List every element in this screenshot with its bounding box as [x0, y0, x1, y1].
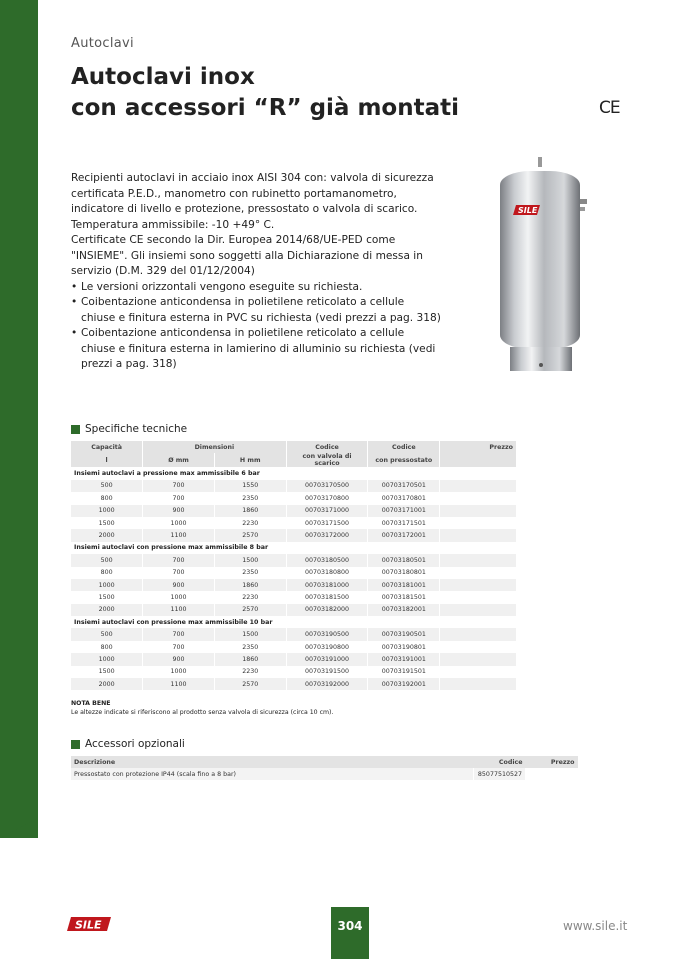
page-number: 304 — [331, 907, 369, 959]
cell-code-switch: 00703181501 — [368, 591, 440, 603]
acc-description: Pressostato con protezione IP44 (scala fino a 8 bar) — [71, 768, 474, 780]
cell-code-valve: 00703170800 — [286, 492, 368, 504]
cell-code-switch: 00703172001 — [368, 529, 440, 541]
table-row — [71, 529, 517, 541]
table-row — [71, 579, 517, 591]
cell-code-switch: 00703170501 — [368, 480, 440, 492]
product-description — [71, 171, 441, 373]
cell-code-valve: 00703180800 — [286, 567, 368, 579]
cell-diameter: 700 — [143, 628, 215, 640]
cell-diameter: 700 — [143, 641, 215, 653]
cell-code-valve: 00703171000 — [286, 505, 368, 517]
cell-price — [440, 604, 517, 616]
cell-capacity: 500 — [71, 554, 143, 566]
cell-diameter: 900 — [143, 579, 215, 591]
cell-diameter: 1000 — [143, 517, 215, 529]
cell-code-switch: 00703180501 — [368, 554, 440, 566]
cell-price — [440, 480, 517, 492]
spec-heading-text: Specifiche tecniche — [85, 423, 188, 435]
cell-code-switch: 00703190801 — [368, 641, 440, 653]
accessories-heading — [71, 738, 185, 750]
table-row — [71, 604, 517, 616]
header-capacity: Capacità — [71, 441, 143, 453]
group-label: Insiemi autoclavi con pressione max ammissibile 8 bar — [71, 542, 517, 554]
description-bullet: • Le versioni orizzontali vengono eseguite su richiesta. — [71, 280, 441, 296]
cell-diameter: 1000 — [143, 666, 215, 678]
cell-capacity: 2000 — [71, 529, 143, 541]
cell-capacity: 2000 — [71, 604, 143, 616]
cell-diameter: 700 — [143, 567, 215, 579]
header-dimensions: Dimensioni — [143, 441, 286, 453]
cell-height: 1860 — [214, 505, 286, 517]
cell-capacity: 500 — [71, 628, 143, 640]
nota-text: Le altezze indicate si riferiscono al prodotto senza valvola di sicurezza (circa 10 cm). — [71, 709, 334, 716]
cell-capacity: 500 — [71, 480, 143, 492]
header-price: Prezzo — [440, 441, 517, 453]
header-code: Codice — [286, 441, 368, 453]
table-row — [71, 641, 517, 653]
cell-code-valve: 00703182000 — [286, 604, 368, 616]
cell-code-valve: 00703191500 — [286, 666, 368, 678]
table-row — [71, 653, 517, 665]
cell-height: 2230 — [214, 517, 286, 529]
table-row — [71, 591, 517, 603]
cell-price — [440, 628, 517, 640]
cell-height: 2350 — [214, 567, 286, 579]
cell-diameter: 1100 — [143, 604, 215, 616]
table-row — [71, 768, 578, 780]
footer-logo-text: SILE — [75, 918, 102, 932]
cell-code-valve: 00703171500 — [286, 517, 368, 529]
cell-height: 2350 — [214, 492, 286, 504]
cell-capacity: 800 — [71, 567, 143, 579]
cell-price — [440, 653, 517, 665]
cell-diameter: 1100 — [143, 529, 215, 541]
cell-code-valve: 00703190800 — [286, 641, 368, 653]
side-green-bar-corner — [0, 818, 38, 838]
cell-price — [440, 554, 517, 566]
nota-bene — [71, 699, 333, 717]
cell-code-switch: 00703171501 — [368, 517, 440, 529]
accessories-table — [71, 756, 578, 780]
cell-code-switch: 00703170801 — [368, 492, 440, 504]
cell-code-switch: 00703190501 — [368, 628, 440, 640]
table-row — [71, 567, 517, 579]
cell-code-valve: 00703192000 — [286, 678, 368, 690]
cell-price — [440, 579, 517, 591]
autoclave-tank-image — [496, 155, 588, 375]
cell-diameter: 900 — [143, 505, 215, 517]
category-label: Autoclavi — [71, 36, 134, 51]
cell-height: 2570 — [214, 604, 286, 616]
cell-price — [440, 641, 517, 653]
title-line-2: con accessori “R” già montati — [71, 95, 459, 121]
header-code: Codice — [368, 441, 440, 453]
description-temperature: Temperatura ammissibile: -10 +49° C. — [71, 218, 275, 231]
cell-diameter: 700 — [143, 554, 215, 566]
table-row — [71, 480, 517, 492]
cell-price — [440, 678, 517, 690]
cell-height: 2230 — [214, 591, 286, 603]
acc-header-description: Descrizione — [71, 756, 474, 768]
cell-code-switch: 00703180801 — [368, 567, 440, 579]
cell-code-switch: 00703191001 — [368, 653, 440, 665]
cell-code-valve: 00703181500 — [286, 591, 368, 603]
header-code-valve: con valvola di scarico — [286, 453, 368, 467]
cell-capacity: 1500 — [71, 666, 143, 678]
cell-code-valve: 00703191000 — [286, 653, 368, 665]
cell-height: 2230 — [214, 666, 286, 678]
spec-table — [71, 441, 517, 690]
header-code-switch: con pressostato — [368, 453, 440, 467]
table-row — [71, 666, 517, 678]
cell-height: 1860 — [214, 653, 286, 665]
page-title — [71, 62, 459, 124]
group-label: Insiemi autoclavi con pressione max ammissibile 10 bar — [71, 616, 517, 628]
cell-code-switch: 00703192001 — [368, 678, 440, 690]
table-row — [71, 505, 517, 517]
cell-capacity: 1000 — [71, 505, 143, 517]
cell-price — [440, 567, 517, 579]
cell-diameter: 1100 — [143, 678, 215, 690]
cell-capacity: 800 — [71, 492, 143, 504]
cell-height: 2570 — [214, 529, 286, 541]
cell-price — [440, 505, 517, 517]
cell-diameter: 700 — [143, 492, 215, 504]
cell-price — [440, 591, 517, 603]
table-group-row — [71, 616, 517, 628]
group-label: Insiemi autoclavi a pressione max ammissibile 6 bar — [71, 467, 517, 479]
title-line-1: Autoclavi inox — [71, 64, 255, 90]
cell-height: 1860 — [214, 579, 286, 591]
cell-capacity: 1500 — [71, 517, 143, 529]
table-row — [71, 554, 517, 566]
cell-diameter: 900 — [143, 653, 215, 665]
cell-diameter: 1000 — [143, 591, 215, 603]
description-bullet: • Coibentazione anticondensa in polietilene reticolato a cellule chiuse e finitura esterna in lamierino di alluminio su richiesta (vedi prezzi a pag. 318) — [71, 326, 441, 373]
table-row — [71, 678, 517, 690]
cell-code-valve: 00703170500 — [286, 480, 368, 492]
cell-code-switch: 00703171001 — [368, 505, 440, 517]
section-square-icon — [71, 740, 80, 749]
cell-height: 2350 — [214, 641, 286, 653]
accessories-heading-text: Accessori opzionali — [85, 738, 185, 750]
side-green-bar — [0, 0, 38, 838]
header-unit-l: l — [71, 453, 143, 467]
cell-height: 1500 — [214, 628, 286, 640]
description-certification: Certificate CE secondo la Dir. Europea 2014/68/UE-PED come "INSIEME". Gli insiemi sono soggetti alla Dichiarazione di messa in servizio (D.M. 329 del 01/12/2004) — [71, 234, 423, 277]
cell-height: 1500 — [214, 554, 286, 566]
cell-diameter: 700 — [143, 480, 215, 492]
website-link[interactable]: www.sile.it — [563, 919, 628, 933]
cell-price — [440, 666, 517, 678]
cell-code-switch: 00703191501 — [368, 666, 440, 678]
cell-price — [440, 517, 517, 529]
cell-code-switch: 00703181001 — [368, 579, 440, 591]
table-row — [71, 517, 517, 529]
section-square-icon — [71, 425, 80, 434]
acc-price — [526, 768, 578, 780]
cell-capacity: 2000 — [71, 678, 143, 690]
sile-logo-icon — [513, 205, 540, 215]
acc-code: 85077510527 — [474, 768, 526, 780]
cell-capacity: 800 — [71, 641, 143, 653]
cell-capacity: 1500 — [71, 591, 143, 603]
nota-title: NOTA BENE — [71, 700, 111, 707]
cell-price — [440, 492, 517, 504]
table-row — [71, 628, 517, 640]
cell-price — [440, 529, 517, 541]
cell-code-valve: 00703190500 — [286, 628, 368, 640]
cell-code-valve: 00703172000 — [286, 529, 368, 541]
table-group-row — [71, 542, 517, 554]
cell-capacity: 1000 — [71, 653, 143, 665]
cell-capacity: 1000 — [71, 579, 143, 591]
header-height: H mm — [214, 453, 286, 467]
description-paragraph: Recipienti autoclavi in acciaio inox AISI 304 con: valvola di sicurezza certificata P.E.D., manometro con rubinetto portamanometro, indicatore di livello e protezione, pressostato o valvola di scarico. — [71, 172, 434, 215]
description-bullet: • Coibentazione anticondensa in polietilene reticolato a cellule chiuse e finitura esterna in PVC su richiesta (vedi prezzi a pag. 318) — [71, 295, 441, 326]
tank-logo-text: SILE — [518, 206, 538, 215]
cell-code-switch: 00703182001 — [368, 604, 440, 616]
cell-height: 2570 — [214, 678, 286, 690]
cell-code-valve: 00703181000 — [286, 579, 368, 591]
ce-mark-icon: CE — [599, 98, 620, 118]
table-group-row — [71, 467, 517, 479]
table-row — [71, 492, 517, 504]
acc-header-code: Codice — [474, 756, 526, 768]
cell-height: 1550 — [214, 480, 286, 492]
spec-heading — [71, 423, 187, 435]
acc-header-price: Prezzo — [526, 756, 578, 768]
header-diameter: Ø mm — [143, 453, 215, 467]
cell-code-valve: 00703180500 — [286, 554, 368, 566]
sile-logo-icon — [67, 915, 113, 933]
